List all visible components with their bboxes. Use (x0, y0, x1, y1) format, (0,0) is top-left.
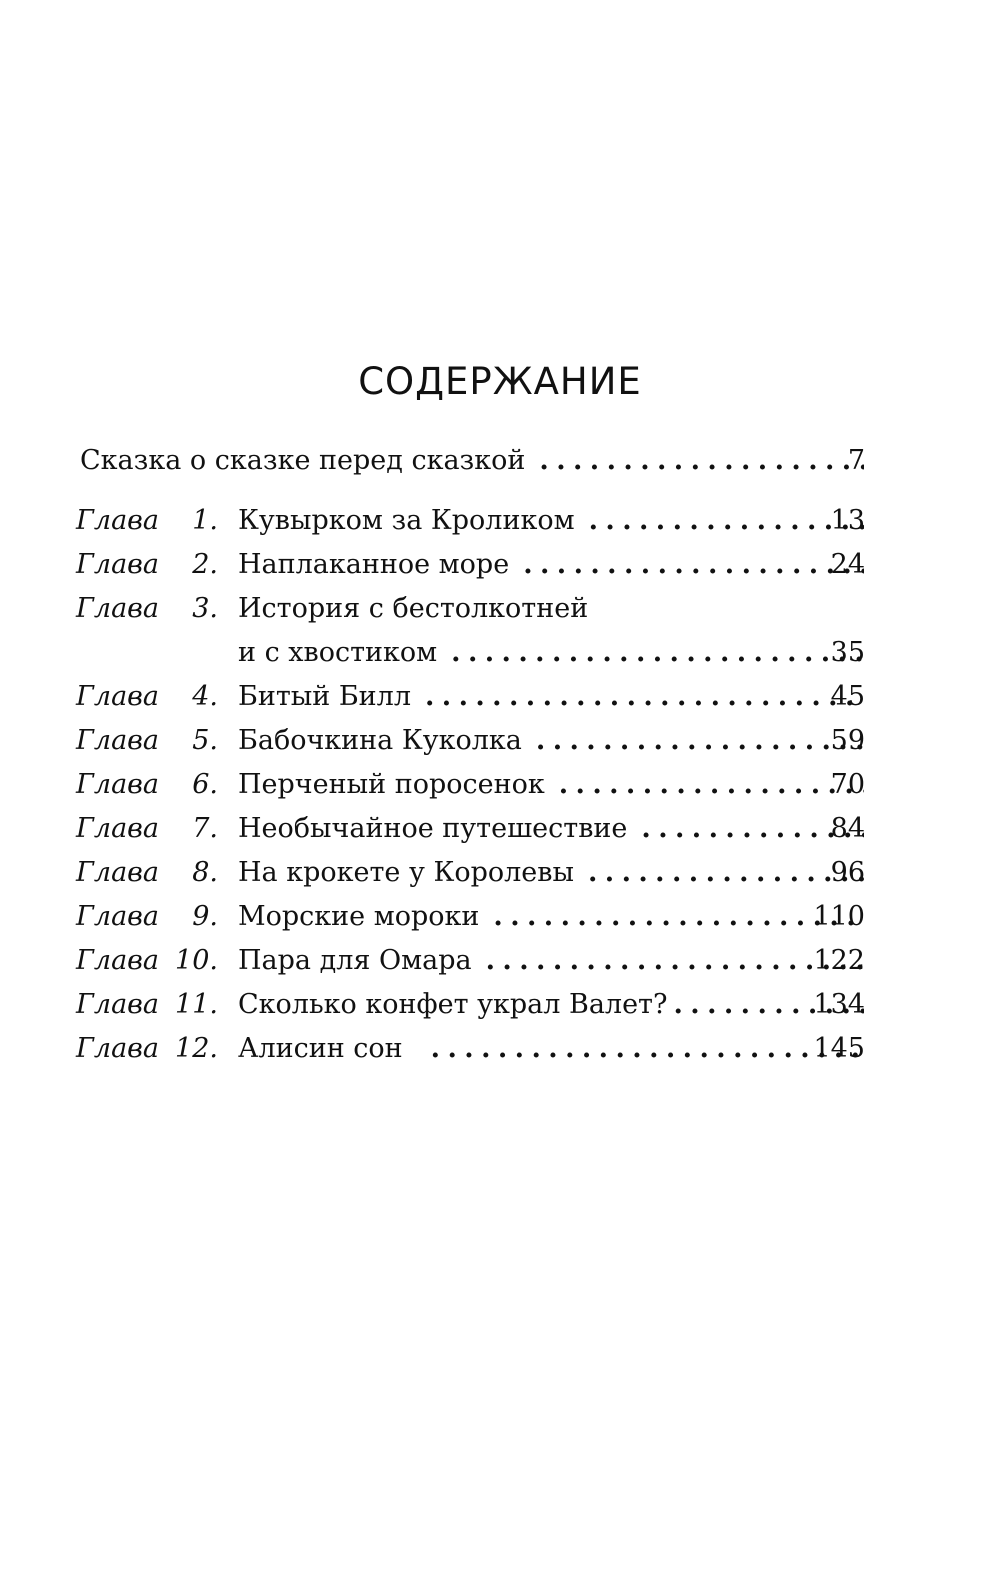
dot-leader (589, 499, 864, 543)
entry-title-line-1: История с бестолкотней (238, 593, 589, 624)
chapter-number: 7. (192, 813, 218, 844)
chapter-number: 3. (192, 593, 218, 624)
entry-title-row (238, 983, 870, 1027)
chapter-number: 4. (192, 681, 218, 712)
entry-title: Морские мороки (238, 901, 480, 932)
page-number: 24 (830, 549, 865, 580)
entry-title: Алисин сон (238, 1033, 403, 1064)
toc-entry-chapter-7[interactable] (0, 807, 1000, 851)
dot-leader (431, 1027, 864, 1071)
entry-title: Сколько конфет украл Валет? (238, 989, 668, 1020)
dot-leader (539, 439, 864, 483)
dot-leader (425, 675, 864, 719)
chapter-number: 9. (192, 901, 218, 932)
page-number: 122 (813, 945, 865, 976)
entry-title-row (238, 939, 870, 983)
page-number: 13 (830, 505, 865, 536)
page-number: 35 (830, 637, 865, 668)
entry-title-row (238, 851, 870, 895)
entry-title-row (238, 543, 870, 587)
entry-title-row (238, 895, 870, 939)
page-number: 45 (830, 681, 865, 712)
toc-entry-chapter-10[interactable] (0, 939, 1000, 983)
toc-entry-intro[interactable] (0, 439, 1000, 483)
chapter-number: 1. (192, 505, 218, 536)
chapter-label: Глава (76, 989, 159, 1020)
toc-entry-chapter-9[interactable] (0, 895, 1000, 939)
dot-leader (493, 895, 864, 939)
toc-entry-chapter-2[interactable] (0, 543, 1000, 587)
chapter-label: Глава (76, 769, 159, 800)
toc-entry-chapter-8[interactable] (0, 851, 1000, 895)
chapter-number: 10. (175, 945, 218, 976)
chapter-label: Глава (76, 813, 159, 844)
entry-title: Бабочкина Куколка (238, 725, 522, 756)
page-title: СОДЕРЖАНИЕ (358, 360, 642, 403)
chapter-number: 8. (192, 857, 218, 888)
entry-title: Наплаканное море (238, 549, 510, 580)
chapter-number: 2. (192, 549, 218, 580)
page-number: 145 (813, 1033, 865, 1064)
entry-title-row (238, 719, 870, 763)
entry-title-row (238, 675, 870, 719)
dot-leader (486, 939, 864, 983)
toc-entry-chapter-1[interactable] (0, 499, 1000, 543)
chapter-label: Глава (76, 505, 159, 536)
entry-title: Пара для Омара (238, 945, 472, 976)
chapter-label: Глава (76, 725, 159, 756)
entry-title: На крокете у Королевы (238, 857, 574, 888)
dot-leader (523, 543, 864, 587)
entry-title: Битый Билл (238, 681, 411, 712)
toc-entry-chapter-6[interactable] (0, 763, 1000, 807)
toc-entry-chapter-4[interactable] (0, 675, 1000, 719)
page-number: 59 (830, 725, 865, 756)
toc-entry-chapter-11[interactable] (0, 983, 1000, 1027)
entry-title: Необычайное путешествие (238, 813, 628, 844)
page-number: 96 (830, 857, 865, 888)
chapter-label: Глава (76, 593, 159, 624)
page-number: 134 (813, 989, 865, 1020)
page-number: 7 (847, 445, 865, 476)
chapter-number: 12. (175, 1033, 218, 1064)
entry-title: Перченый поросенок (238, 769, 545, 800)
entry-title-row (80, 439, 870, 483)
entry-title-row (238, 1027, 870, 1071)
dot-leader (451, 631, 864, 675)
chapter-label: Глава (76, 549, 159, 580)
dot-leader (588, 851, 864, 895)
chapter-label: Глава (76, 681, 159, 712)
page-number: 70 (830, 769, 865, 800)
chapter-label: Глава (76, 857, 159, 888)
dot-leader (536, 719, 864, 763)
chapter-number: 11. (175, 989, 218, 1020)
entry-title: и с хвостиком (238, 637, 438, 668)
toc-entry-chapter-3[interactable] (0, 587, 1000, 631)
entry-title-row (238, 499, 870, 543)
chapter-label: Глава (76, 901, 159, 932)
entry-title-row (238, 587, 870, 631)
entry-title-row (238, 631, 870, 675)
toc-entry-chapter-12[interactable] (0, 1027, 1000, 1071)
entry-title-row (238, 807, 870, 851)
chapter-number: 6. (192, 769, 218, 800)
entry-title: Сказка о сказке перед сказкой (80, 445, 526, 476)
dot-leader (559, 763, 864, 807)
entry-title: Кувырком за Кроликом (238, 505, 575, 536)
chapter-number: 5. (192, 725, 218, 756)
chapter-label: Глава (76, 945, 159, 976)
page-number: 84 (830, 813, 865, 844)
chapter-label: Глава (76, 1033, 159, 1064)
toc-entry-chapter-3-continued[interactable] (0, 631, 1000, 675)
entry-title-row (238, 763, 870, 807)
toc-entry-chapter-5[interactable] (0, 719, 1000, 763)
page-number: 110 (813, 901, 865, 932)
